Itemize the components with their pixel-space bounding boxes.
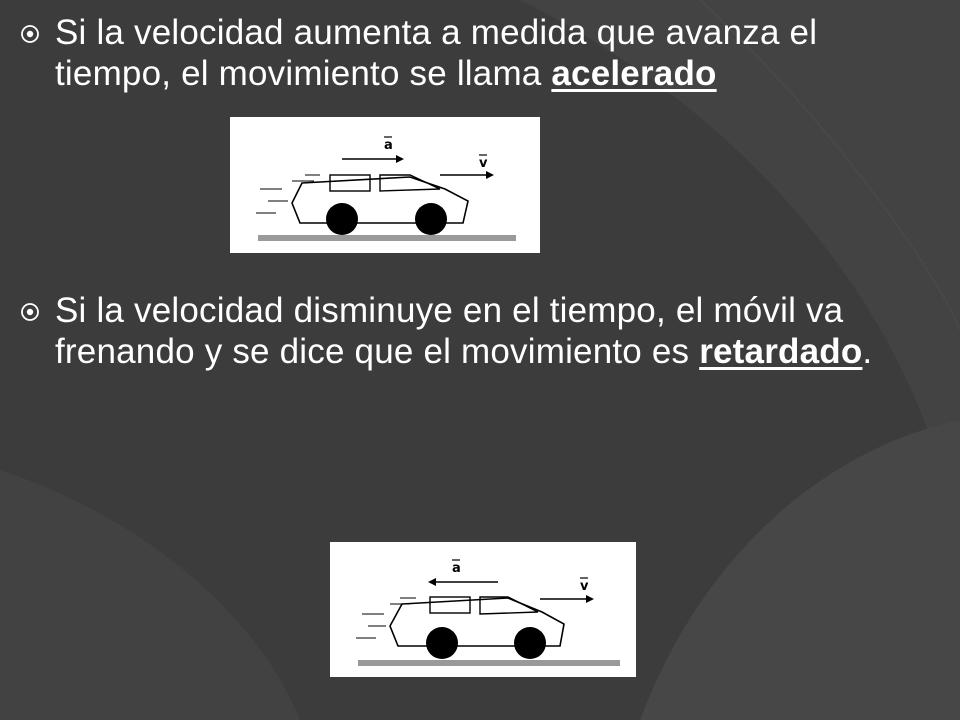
circled-dot-icon — [20, 24, 40, 44]
acceleration-arrowhead — [428, 578, 436, 586]
bullet-text — [55, 12, 930, 94]
circled-dot-icon — [20, 302, 40, 322]
ground-line — [358, 660, 620, 666]
bullet-text-before: Si la velocidad aumenta a medida que avanza el tiempo, el movimiento se llama — [55, 13, 818, 93]
car-diagram-accelerated — [230, 117, 540, 253]
bullet-text-before: Si la velocidad disminuye en el tiempo, el móvil va frenando y se dice que el movimiento es — [55, 291, 844, 371]
bullet-item-accelerated — [20, 12, 930, 94]
ground-line — [258, 235, 516, 241]
keyword-acelerado: acelerado — [551, 54, 717, 93]
velocity-arrowhead — [586, 595, 594, 603]
keyword-retardado: retardado — [699, 332, 863, 371]
figure-accelerated-car — [230, 117, 540, 253]
velocity-label: v — [580, 579, 589, 594]
wheel-rear — [426, 627, 458, 659]
wheel-front — [514, 627, 546, 659]
wheel-rear — [326, 203, 358, 235]
velocity-label: v — [479, 156, 488, 171]
bullet-item-retarded — [20, 290, 930, 372]
figure-retarded-car — [330, 542, 636, 677]
acceleration-label: a — [452, 561, 461, 576]
velocity-arrowhead — [486, 171, 494, 179]
wheel-front — [415, 203, 447, 235]
car-diagram-retarded — [330, 542, 636, 677]
car-window-rear — [330, 175, 370, 191]
bullet-text — [55, 290, 930, 372]
acceleration-arrowhead — [396, 155, 404, 163]
bullet-text-after: . — [862, 332, 873, 371]
acceleration-label: a — [384, 138, 393, 153]
car-window-rear — [430, 597, 470, 613]
